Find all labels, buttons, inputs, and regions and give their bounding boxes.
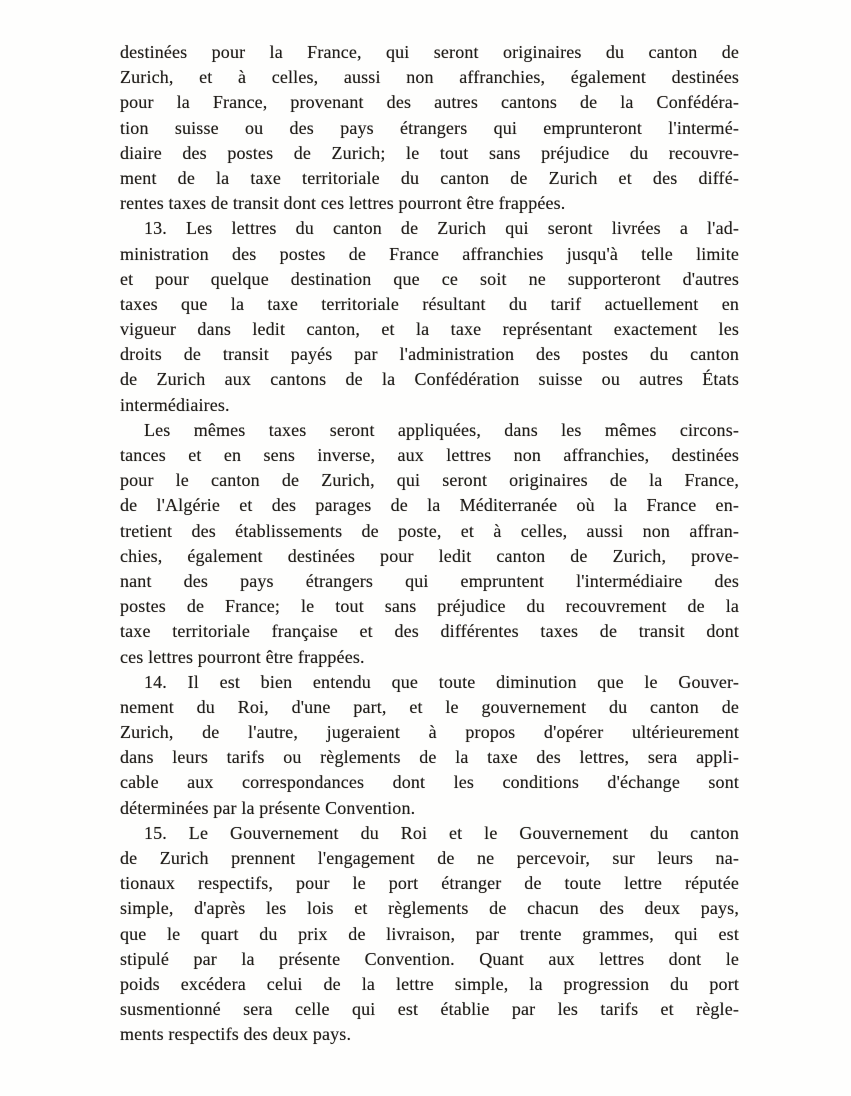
text-line: nant des pays étrangers qui empruntent l'intermédiaire des <box>120 570 739 591</box>
text-line: ments respectifs des deux pays. <box>120 1024 352 1045</box>
text-line: ministration des postes de France affranchies jusqu'à telle limite <box>120 243 739 264</box>
text-line: Les mêmes taxes seront appliquées, dans les mêmes circons- <box>144 419 739 440</box>
text-line: stipulé par la présente Convention. Quant aux lettres dont le <box>120 948 739 969</box>
text-line: ment de la taxe territoriale du canton de Zurich et des diffé- <box>120 167 739 188</box>
text-line: dans leurs tarifs ou règlements de la taxe des lettres, sera appli- <box>120 747 739 768</box>
text-line: nement du Roi, d'une part, et le gouvernement du canton de <box>120 696 739 717</box>
text-line: tion suisse ou des pays étrangers qui emprunteront l'intermé- <box>120 117 739 138</box>
text-block <box>120 40 739 1048</box>
text-line: intermédiaires. <box>120 394 230 415</box>
text-line: 13. Les lettres du canton de Zurich qui seront livrées a l'ad- <box>144 218 739 239</box>
text-line: rentes taxes de transit dont ces lettres pourront être frappées. <box>120 193 566 214</box>
text-line: tretient des établissements de poste, et à celles, aussi non affran- <box>120 520 739 541</box>
text-line: de Zurich aux cantons de la Confédération suisse ou autres États <box>120 369 739 390</box>
text-line: chies, également destinées pour ledit canton de Zurich, prove- <box>120 545 739 566</box>
text-line: pour le canton de Zurich, qui seront originaires de la France, <box>120 470 739 491</box>
text-line: vigueur dans ledit canton, et la taxe représentant exactement les <box>120 319 739 340</box>
text-line: cable aux correspondances dont les conditions d'échange sont <box>120 772 739 793</box>
text-line: destinées pour la France, qui seront originaires du canton de <box>120 42 739 62</box>
text-line: Zurich, de l'autre, jugeraient à propos d'opérer ultérieurement <box>120 722 739 743</box>
text-line: ces lettres pourront être frappées. <box>120 646 365 667</box>
text-line: diaire des postes de Zurich; le tout sans préjudice du recouvre- <box>120 142 739 163</box>
text-line: 15. Le Gouvernement du Roi et le Gouvernement du canton <box>144 822 739 843</box>
text-line: que le quart du prix de livraison, par trente grammes, qui est <box>120 923 739 944</box>
text-line: postes de France; le tout sans préjudice du recouvrement de la <box>120 596 739 617</box>
text-line: taxes que la taxe territoriale résultant du tarif actuellement en <box>120 293 739 314</box>
text-line: Zurich, et à celles, aussi non affranchies, également destinées <box>120 67 739 88</box>
text-line: déterminées par la présente Convention. <box>120 797 416 818</box>
paragraph <box>120 40 739 216</box>
text-line: de l'Algérie et des parages de la Méditerranée où la France en- <box>120 495 739 516</box>
paragraph <box>120 418 739 670</box>
text-line: simple, d'après les lois et règlements de chacun des deux pays, <box>120 898 739 919</box>
text-line: pour la France, provenant des autres cantons de la Confédéra- <box>120 92 739 113</box>
text-line: de Zurich prennent l'engagement de ne percevoir, sur leurs na- <box>120 848 739 868</box>
text-line: 14. Il est bien entendu que toute diminution que le Gouver- <box>144 671 739 692</box>
text-line: taxe territoriale française et des différentes taxes de transit dont <box>120 621 739 642</box>
paragraph <box>120 821 739 1048</box>
text-line: et pour quelque destination que ce soit ne supporteront d'autres <box>120 268 739 289</box>
text-line: tances et en sens inverse, aux lettres non affranchies, destinées <box>120 445 739 465</box>
text-line: tionaux respectifs, pour le port étranger de toute lettre réputée <box>120 873 739 894</box>
text-line: susmentionné sera celle qui est établie par les tarifs et règle- <box>120 999 739 1020</box>
paragraph <box>120 216 739 418</box>
text-line: droits de transit payés par l'administration des postes du canton <box>120 344 739 365</box>
text-line: poids excédera celui de la lettre simple, la progression du port <box>120 973 739 994</box>
paragraph <box>120 670 739 821</box>
